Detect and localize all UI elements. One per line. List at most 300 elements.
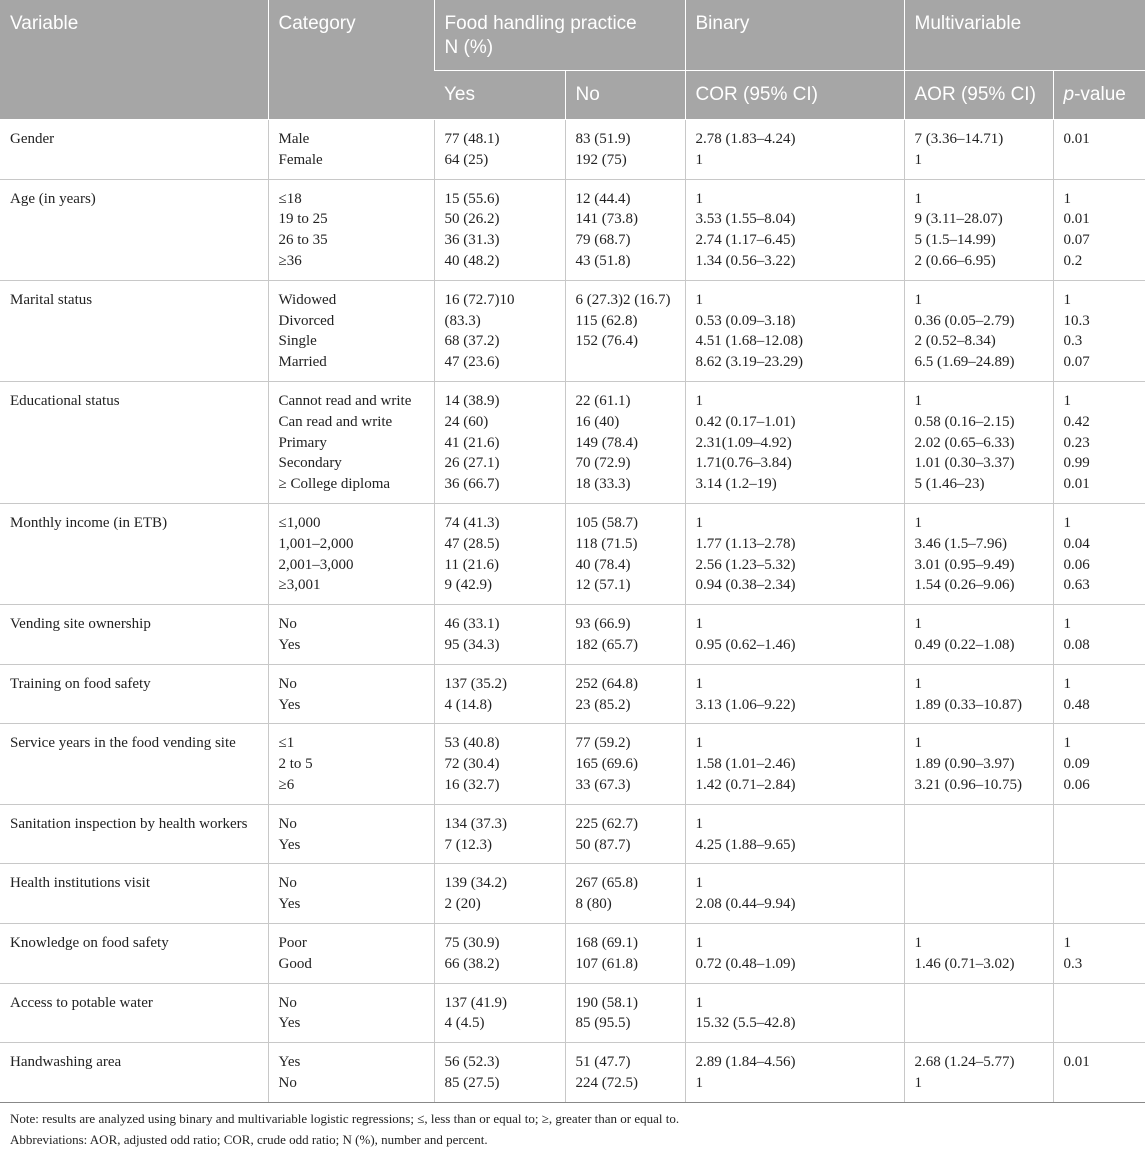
- yes-count-value: 26 (27.1): [444, 455, 500, 472]
- table-row: [0, 179, 1145, 280]
- aor-cell: [904, 864, 1053, 924]
- category-cell: [268, 864, 434, 924]
- yes-count-value: 66 (38.2): [444, 955, 500, 972]
- header-binary: Binary: [685, 0, 904, 71]
- category-value: No: [278, 875, 297, 892]
- no-count-cell: [565, 120, 685, 180]
- yes-count-value: 7 (12.3): [444, 836, 492, 853]
- p-value-value: 1: [1063, 735, 1071, 752]
- aor-value: 7 (3.36–14.71): [914, 131, 1004, 147]
- aor-cell: [904, 381, 1053, 503]
- header-practice-line1: Food handling practice: [444, 13, 637, 34]
- category-cell: [268, 381, 434, 503]
- aor-value: 1.46 (0.71–3.02): [914, 955, 1015, 972]
- cor-cell: [685, 280, 904, 381]
- category-value: Yes: [278, 696, 301, 713]
- p-value-cell: [1053, 503, 1145, 604]
- no-count-value: 152 (76.4): [575, 333, 638, 350]
- p-value-cell: [1053, 179, 1145, 280]
- category-value: Yes: [278, 1054, 301, 1071]
- table-row: [0, 605, 1145, 665]
- p-value-value: 1: [1063, 616, 1071, 633]
- p-value-cell: [1053, 280, 1145, 381]
- variable-cell: Marital status: [0, 280, 268, 381]
- yes-count-cell: [434, 864, 565, 924]
- cor-cell: [685, 381, 904, 503]
- header-yes: Yes: [434, 71, 565, 120]
- p-value-value: 1: [1063, 514, 1071, 531]
- p-value-value: 0.06: [1063, 776, 1090, 793]
- header-category: Category: [268, 0, 434, 120]
- yes-count-value: 16 (72.7)10: [444, 291, 515, 308]
- cor-value: 0.94 (0.38–2.34): [695, 577, 796, 594]
- cor-cell: [685, 983, 904, 1043]
- no-count-cell: [565, 804, 685, 864]
- no-count-value: 40 (78.4): [575, 556, 631, 573]
- no-count-cell: [565, 724, 685, 804]
- no-count-value: 192 (75): [575, 151, 627, 168]
- aor-value: 1.01 (0.30–3.37): [914, 455, 1015, 472]
- table-row: [0, 503, 1145, 604]
- category-value: Good: [278, 955, 312, 972]
- category-value: No: [278, 1074, 297, 1091]
- cor-value: 1: [695, 735, 703, 752]
- cor-value: 2.89 (1.84–4.56): [695, 1054, 796, 1071]
- yes-count-cell: [434, 179, 565, 280]
- aor-value: 1.54 (0.26–9.06): [914, 577, 1015, 594]
- category-value: 19 to 25: [278, 211, 328, 228]
- yes-count-value: 74 (41.3): [444, 514, 500, 531]
- category-value: 2,001–3,000: [278, 556, 354, 573]
- p-value-value: 0.48: [1063, 696, 1090, 713]
- yes-count-value: 56 (52.3): [444, 1054, 500, 1071]
- no-count-value: 107 (61.8): [575, 955, 638, 972]
- category-value: ≥3,001: [278, 577, 321, 594]
- category-value: Yes: [278, 1015, 301, 1032]
- note-line: Note: results are analyzed using binary and multivariable logistic regressions; ≤, less than or equal to; ≥, greater than or equal to.: [10, 1110, 680, 1126]
- yes-count-value: 24 (60): [444, 413, 489, 430]
- no-count-cell: [565, 864, 685, 924]
- variable-cell: Monthly income (in ETB): [0, 503, 268, 604]
- cor-value: 1: [695, 514, 703, 531]
- cor-value: 8.62 (3.19–23.29): [695, 354, 803, 371]
- no-count-cell: [565, 983, 685, 1043]
- aor-value: 1: [914, 934, 922, 951]
- cor-value: 0.42 (0.17–1.01): [695, 413, 796, 430]
- p-value-value: 1: [1063, 190, 1071, 207]
- yes-count-value: 139 (34.2): [444, 875, 507, 892]
- aor-value: 1: [914, 675, 922, 692]
- category-value: ≤18: [278, 190, 302, 207]
- category-value: Primary: [278, 434, 327, 451]
- no-count-value: 149 (78.4): [575, 434, 638, 451]
- aor-value: 2 (0.52–8.34): [914, 333, 996, 350]
- yes-count-value: 36 (66.7): [444, 476, 500, 493]
- yes-count-cell: [434, 664, 565, 724]
- category-value: ≤1,000: [278, 514, 321, 531]
- cor-value: 1: [695, 1074, 703, 1091]
- aor-value: 1: [914, 735, 922, 752]
- yes-count-value: 4 (14.8): [444, 696, 492, 713]
- cor-value: 2.74 (1.17–6.45): [695, 232, 796, 249]
- yes-count-cell: [434, 605, 565, 665]
- no-count-cell: [565, 381, 685, 503]
- category-cell: [268, 923, 434, 983]
- cor-cell: [685, 864, 904, 924]
- no-count-cell: [565, 1043, 685, 1103]
- aor-value: 1.89 (0.90–3.97): [914, 756, 1015, 773]
- cor-cell: [685, 605, 904, 665]
- yes-count-value: 77 (48.1): [444, 131, 500, 147]
- cor-cell: [685, 804, 904, 864]
- cor-cell: [685, 503, 904, 604]
- header-variable: Variable: [0, 0, 268, 120]
- cor-value: 1: [695, 190, 703, 207]
- no-count-value: 224 (72.5): [575, 1074, 638, 1091]
- cor-value: 1.58 (1.01–2.46): [695, 756, 796, 773]
- yes-count-value: 64 (25): [444, 151, 489, 168]
- cor-value: 1.71(0.76–3.84): [695, 455, 792, 472]
- yes-count-value: 36 (31.3): [444, 232, 500, 249]
- no-count-value: 43 (51.8): [575, 252, 631, 269]
- no-count-value: 118 (71.5): [575, 535, 638, 552]
- no-count-value: 85 (95.5): [575, 1015, 631, 1032]
- cor-value: 3.53 (1.55–8.04): [695, 211, 796, 228]
- aor-value: 3.01 (0.95–9.49): [914, 556, 1015, 573]
- cor-value: 15.32 (5.5–42.8): [695, 1015, 796, 1032]
- category-cell: [268, 804, 434, 864]
- no-count-value: 23 (85.2): [575, 696, 631, 713]
- table-row: [0, 664, 1145, 724]
- p-value-value: 0.99: [1063, 455, 1090, 472]
- yes-count-value: 137 (35.2): [444, 675, 507, 692]
- yes-count-cell: [434, 1043, 565, 1103]
- aor-cell: [904, 923, 1053, 983]
- yes-count-cell: [434, 120, 565, 180]
- yes-count-value: 68 (37.2): [444, 333, 500, 350]
- aor-value: 1: [914, 151, 922, 168]
- no-count-value: 50 (87.7): [575, 836, 631, 853]
- cor-value: 4.25 (1.88–9.65): [695, 836, 796, 853]
- yes-count-value: 2 (20): [444, 896, 481, 913]
- cor-value: 4.51 (1.68–12.08): [695, 333, 803, 350]
- header-pvalue: [1053, 71, 1145, 120]
- yes-count-value: 53 (40.8): [444, 735, 500, 752]
- p-value-cell: [1053, 983, 1145, 1043]
- abbreviations-line: Abbreviations: AOR, adjusted odd ratio; COR, crude odd ratio; N (%), number and percent.: [10, 1131, 488, 1147]
- header-cor: COR (95% CI): [685, 71, 904, 120]
- table-row: [0, 1043, 1145, 1103]
- category-value: Single: [278, 333, 317, 350]
- yes-count-value: 16 (32.7): [444, 776, 500, 793]
- p-value-value: 0.01: [1063, 1054, 1090, 1071]
- p-value-value: 1: [1063, 934, 1071, 951]
- p-value-value: 1: [1063, 291, 1071, 308]
- aor-value: 0.49 (0.22–1.08): [914, 636, 1015, 653]
- category-value: Poor: [278, 934, 307, 951]
- yes-count-value: 47 (23.6): [444, 354, 500, 371]
- p-value-value: 0.08: [1063, 636, 1090, 653]
- aor-value: 6.5 (1.69–24.89): [914, 354, 1015, 371]
- no-count-cell: [565, 503, 685, 604]
- aor-cell: [904, 724, 1053, 804]
- no-count-value: 182 (65.7): [575, 636, 638, 653]
- table-row: [0, 864, 1145, 924]
- p-value-value: 0.06: [1063, 556, 1090, 573]
- p-value-cell: [1053, 664, 1145, 724]
- header-no: No: [565, 71, 685, 120]
- variable-cell: Training on food safety: [0, 664, 268, 724]
- no-count-value: 165 (69.6): [575, 756, 638, 773]
- cor-value: 1: [695, 994, 703, 1011]
- aor-cell: [904, 983, 1053, 1043]
- aor-value: 1: [914, 1074, 922, 1091]
- p-value-cell: [1053, 923, 1145, 983]
- cor-value: 1: [695, 934, 703, 951]
- no-count-value: 8 (80): [575, 896, 612, 913]
- no-count-value: 22 (61.1): [575, 392, 631, 409]
- p-value-value: 0.3: [1063, 955, 1083, 972]
- aor-value: 5 (1.46–23): [914, 476, 985, 493]
- aor-cell: [904, 280, 1053, 381]
- category-cell: [268, 179, 434, 280]
- cor-cell: [685, 1043, 904, 1103]
- yes-count-cell: [434, 280, 565, 381]
- cor-value: 1: [695, 815, 703, 832]
- category-value: 26 to 35: [278, 232, 328, 249]
- no-count-value: 18 (33.3): [575, 476, 631, 493]
- aor-cell: [904, 804, 1053, 864]
- no-count-value: 252 (64.8): [575, 675, 638, 692]
- cor-value: 1.42 (0.71–2.84): [695, 776, 796, 793]
- p-value-cell: [1053, 1043, 1145, 1103]
- header-pvalue-p: p: [1063, 84, 1075, 105]
- p-value-cell: [1053, 864, 1145, 924]
- p-value-value: 0.2: [1063, 252, 1083, 269]
- cor-value: 1: [695, 151, 703, 168]
- category-value: No: [278, 815, 297, 832]
- yes-count-value: 9 (42.9): [444, 577, 492, 594]
- no-count-value: 168 (69.1): [575, 934, 638, 951]
- cor-cell: [685, 923, 904, 983]
- yes-count-value: 50 (26.2): [444, 211, 500, 228]
- no-count-cell: [565, 280, 685, 381]
- yes-count-value: 85 (27.5): [444, 1074, 500, 1091]
- p-value-value: 10.3: [1063, 312, 1090, 329]
- table-notes: [0, 1103, 1145, 1150]
- p-value-value: 0.3: [1063, 333, 1083, 350]
- aor-value: 0.36 (0.05–2.79): [914, 312, 1015, 329]
- p-value-value: 0.09: [1063, 756, 1090, 773]
- variable-cell: Service years in the food vending site: [0, 724, 268, 804]
- category-cell: [268, 1043, 434, 1103]
- category-value: 2 to 5: [278, 756, 313, 773]
- no-count-value: 77 (59.2): [575, 735, 631, 752]
- no-count-value: 93 (66.9): [575, 616, 631, 633]
- variable-cell: Educational status: [0, 381, 268, 503]
- aor-value: 1: [914, 616, 922, 633]
- aor-value: 2 (0.66–6.95): [914, 252, 996, 269]
- p-value-value: 1: [1063, 392, 1071, 409]
- no-count-value: 79 (68.7): [575, 232, 631, 249]
- aor-value: 1: [914, 392, 922, 409]
- aor-cell: [904, 664, 1053, 724]
- header-pvalue-rest: -value: [1074, 84, 1126, 105]
- yes-count-value: 47 (28.5): [444, 535, 500, 552]
- yes-count-value: 41 (21.6): [444, 434, 500, 451]
- table-header: [0, 0, 1145, 120]
- category-value: Yes: [278, 636, 301, 653]
- category-value: ≥6: [278, 776, 295, 793]
- p-value-value: 0.01: [1063, 131, 1090, 147]
- p-value-value: 0.63: [1063, 577, 1090, 594]
- category-value: Can read and write: [278, 413, 393, 430]
- yes-count-value: 134 (37.3): [444, 815, 507, 832]
- yes-count-value: 46 (33.1): [444, 616, 500, 633]
- cor-value: 1: [695, 392, 703, 409]
- yes-count-value: (83.3): [444, 312, 481, 329]
- aor-value: 3.21 (0.96–10.75): [914, 776, 1022, 793]
- table-row: [0, 120, 1145, 180]
- no-count-value: 267 (65.8): [575, 875, 638, 892]
- header-aor: AOR (95% CI): [904, 71, 1053, 120]
- table-row: [0, 983, 1145, 1043]
- p-value-cell: [1053, 605, 1145, 665]
- variable-cell: Gender: [0, 120, 268, 180]
- no-count-value: 225 (62.7): [575, 815, 638, 832]
- table-row: [0, 804, 1145, 864]
- aor-value: 1: [914, 514, 922, 531]
- p-value-value: 0.07: [1063, 354, 1090, 371]
- cor-value: 0.95 (0.62–1.46): [695, 636, 796, 653]
- cor-value: 3.14 (1.2–19): [695, 476, 777, 493]
- no-count-value: 6 (27.3)2 (16.7): [575, 291, 671, 308]
- header-practice-line2: N (%): [444, 37, 494, 58]
- category-value: Cannot read and write: [278, 392, 412, 409]
- no-count-cell: [565, 923, 685, 983]
- cor-value: 1: [695, 291, 703, 308]
- category-value: Yes: [278, 836, 301, 853]
- p-value-cell: [1053, 804, 1145, 864]
- category-cell: [268, 983, 434, 1043]
- p-value-cell: [1053, 381, 1145, 503]
- yes-count-cell: [434, 804, 565, 864]
- cor-cell: [685, 664, 904, 724]
- category-value: Secondary: [278, 455, 342, 472]
- no-count-cell: [565, 664, 685, 724]
- yes-count-cell: [434, 724, 565, 804]
- category-value: Female: [278, 151, 323, 168]
- aor-cell: [904, 120, 1053, 180]
- aor-cell: [904, 503, 1053, 604]
- category-cell: [268, 605, 434, 665]
- no-count-value: 190 (58.1): [575, 994, 638, 1011]
- header-food-handling-practice: [434, 0, 685, 71]
- aor-value: 9 (3.11–28.07): [914, 211, 1003, 228]
- aor-cell: [904, 179, 1053, 280]
- category-cell: [268, 664, 434, 724]
- category-value: No: [278, 675, 297, 692]
- no-count-value: 105 (58.7): [575, 514, 638, 531]
- cor-value: 1: [695, 875, 703, 892]
- category-cell: [268, 503, 434, 604]
- no-count-value: 12 (44.4): [575, 190, 631, 207]
- yes-count-cell: [434, 381, 565, 503]
- p-value-value: 0.07: [1063, 232, 1090, 249]
- category-cell: [268, 120, 434, 180]
- category-value: Divorced: [278, 312, 335, 329]
- variable-cell: Knowledge on food safety: [0, 923, 268, 983]
- aor-value: 1: [914, 291, 922, 308]
- table-body: [0, 120, 1145, 1103]
- aor-value: 3.46 (1.5–7.96): [914, 535, 1007, 552]
- variable-cell: Health institutions visit: [0, 864, 268, 924]
- cor-value: 0.72 (0.48–1.09): [695, 955, 796, 972]
- variable-cell: Access to potable water: [0, 983, 268, 1043]
- yes-count-value: 15 (55.6): [444, 190, 500, 207]
- variable-cell: Vending site ownership: [0, 605, 268, 665]
- cor-value: 2.78 (1.83–4.24): [695, 131, 796, 147]
- yes-count-value: 137 (41.9): [444, 994, 507, 1011]
- category-cell: [268, 724, 434, 804]
- p-value-value: 1: [1063, 675, 1071, 692]
- category-value: 1,001–2,000: [278, 535, 354, 552]
- p-value-cell: [1053, 724, 1145, 804]
- yes-count-value: 4 (4.5): [444, 1015, 485, 1032]
- category-cell: [268, 280, 434, 381]
- no-count-value: 70 (72.9): [575, 455, 631, 472]
- aor-value: 2.68 (1.24–5.77): [914, 1054, 1015, 1071]
- cor-value: 1.34 (0.56–3.22): [695, 252, 796, 269]
- aor-value: 1.89 (0.33–10.87): [914, 696, 1022, 713]
- p-value-value: 0.04: [1063, 535, 1090, 552]
- no-count-value: 115 (62.8): [575, 312, 638, 329]
- aor-value: 5 (1.5–14.99): [914, 232, 996, 249]
- yes-count-value: 40 (48.2): [444, 252, 500, 269]
- category-value: ≥36: [278, 252, 302, 269]
- cor-value: 1: [695, 616, 703, 633]
- aor-cell: [904, 605, 1053, 665]
- category-value: Male: [278, 131, 310, 147]
- no-count-value: 83 (51.9): [575, 131, 631, 147]
- table-row: [0, 724, 1145, 804]
- category-value: Widowed: [278, 291, 337, 308]
- cor-value: 0.53 (0.09–3.18): [695, 312, 796, 329]
- yes-count-value: 14 (38.9): [444, 392, 500, 409]
- cor-cell: [685, 179, 904, 280]
- p-value-value: 0.01: [1063, 476, 1090, 493]
- aor-cell: [904, 1043, 1053, 1103]
- cor-value: 3.13 (1.06–9.22): [695, 696, 796, 713]
- yes-count-value: 75 (30.9): [444, 934, 500, 951]
- variable-cell: Age (in years): [0, 179, 268, 280]
- table-row: [0, 280, 1145, 381]
- category-value: Yes: [278, 896, 301, 913]
- header-multivariable: Multivariable: [904, 0, 1145, 71]
- variable-cell: Handwashing area: [0, 1043, 268, 1103]
- table-row: [0, 381, 1145, 503]
- yes-count-cell: [434, 503, 565, 604]
- yes-count-value: 95 (34.3): [444, 636, 500, 653]
- category-value: ≤1: [278, 735, 295, 752]
- cor-cell: [685, 724, 904, 804]
- cor-value: 2.56 (1.23–5.32): [695, 556, 796, 573]
- no-count-value: 51 (47.7): [575, 1054, 631, 1071]
- no-count-value: 16 (40): [575, 413, 620, 430]
- yes-count-cell: [434, 983, 565, 1043]
- aor-value: 1: [914, 190, 922, 207]
- p-value-cell: [1053, 120, 1145, 180]
